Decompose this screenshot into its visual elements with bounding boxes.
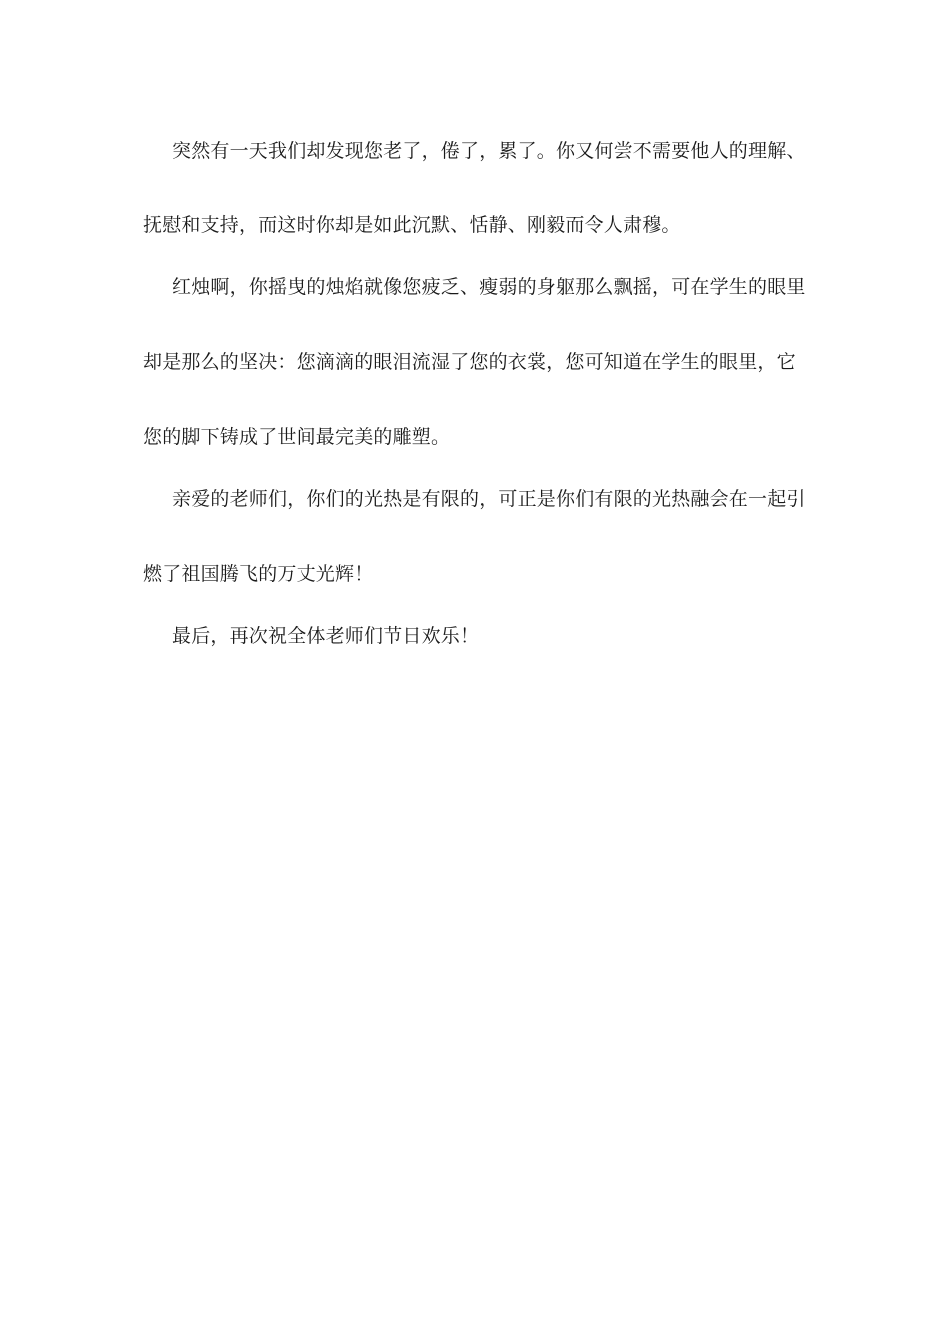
paragraph-2-line-1: 红烛啊，你摇曳的烛焰就像您疲乏、瘦弱的身躯那么飘摇，可在学生的眼里 <box>172 276 806 298</box>
paragraph-2-line-2: 却是那么的坚决：您滴滴的眼泪流湿了您的衣裳，您可知道在学生的眼里，它 <box>143 351 796 373</box>
paragraph-4-line-1: 最后，再次祝全体老师们节日欢乐！ <box>172 625 480 647</box>
paragraph-2-line-3: 您的脚下铸成了世间最完美的雕塑。 <box>143 426 451 448</box>
paragraph-3-line-1: 亲爱的老师们，你们的光热是有限的，可正是你们有限的光热融会在一起引 <box>172 488 806 510</box>
paragraph-1-line-1: 突然有一天我们却发现您老了，倦了，累了。你又何尝不需要他人的理解、 <box>172 140 806 162</box>
paragraph-1-line-2: 抚慰和支持，而这时你却是如此沉默、恬静、刚毅而令人肃穆。 <box>143 214 681 236</box>
paragraph-3-line-2: 燃了祖国腾飞的万丈光辉！ <box>143 563 374 585</box>
